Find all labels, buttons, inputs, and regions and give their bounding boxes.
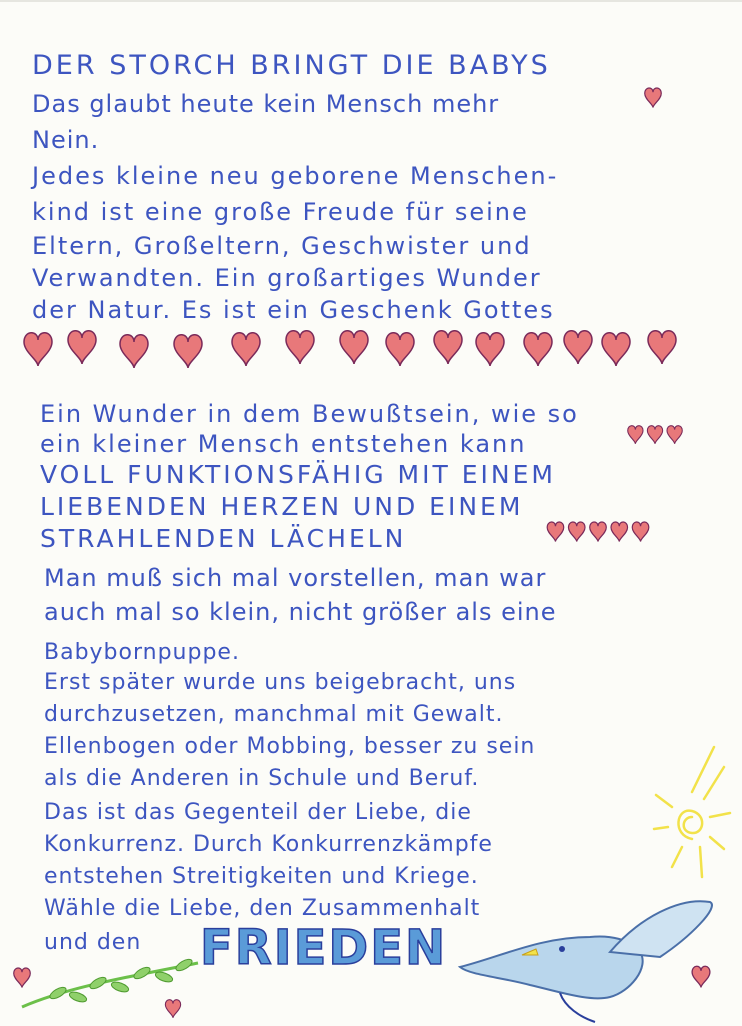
- text-line: durchzusetzen, manchmal mit Gewalt.: [44, 702, 504, 727]
- text-line: Das glaubt heute kein Mensch mehr: [32, 90, 500, 118]
- heart-group: [620, 422, 690, 446]
- sun-icon: [652, 737, 732, 887]
- heart-icon: [590, 522, 607, 542]
- heart-icon: [340, 331, 368, 364]
- text-line: Wähle die Liebe, den Zusammenhalt: [44, 896, 481, 921]
- heart-icon: [24, 333, 52, 366]
- text-line: der Natur. Es ist ein Geschenk Gottes: [32, 296, 555, 324]
- heart-icon: [524, 333, 552, 366]
- heart-group: [528, 518, 668, 544]
- text-line: Man muß sich mal vorstellen, man war: [44, 564, 547, 592]
- frieden-word: FRIEDEN: [200, 920, 448, 976]
- text-line: kind ist eine große Freude für seine: [32, 198, 529, 226]
- heart-icon: [174, 335, 202, 368]
- heart-icon: [648, 331, 676, 364]
- text-line: Ein Wunder in dem Bewußtsein, wie so: [40, 400, 579, 428]
- text-line: Das ist das Gegenteil der Liebe, die: [44, 800, 472, 825]
- heart-icon: [386, 333, 414, 366]
- heart-icon: [68, 331, 96, 364]
- heart-icon: [286, 331, 314, 364]
- branch-icon: [18, 957, 208, 1017]
- text-line: Konkurrenz. Durch Konkurrenzkämpfe: [44, 832, 493, 857]
- text-line: Nein.: [32, 126, 100, 154]
- text-line: Babybornpuppe.: [44, 640, 240, 665]
- heart-icon: [232, 333, 260, 366]
- heart-icon: [602, 333, 630, 366]
- heart-row: [20, 324, 700, 384]
- text-line: VOLL FUNKTIONSFÄHIG MIT EINEM: [40, 460, 556, 489]
- text-line: Eltern, Großeltern, Geschwister und: [32, 232, 532, 260]
- heart-icon: [611, 522, 628, 542]
- heart-icon: [547, 522, 564, 542]
- text-line: LIEBENDEN HERZEN UND EINEM: [40, 492, 524, 521]
- text-line: und den: [44, 930, 142, 955]
- heart-icon: [628, 426, 643, 444]
- heart-icon: [647, 426, 662, 444]
- heart-icon: [476, 333, 504, 366]
- heart-icon: [434, 331, 462, 364]
- text-line: ein kleiner Mensch entstehen kann: [40, 430, 527, 458]
- text-line: auch mal so klein, nicht größer als eine: [44, 598, 557, 626]
- heart-icon: [568, 522, 585, 542]
- text-line: Erst später wurde uns beigebracht, uns: [44, 670, 517, 695]
- title-line: DER STORCH BRINGT DIE BABYS: [32, 50, 551, 81]
- text-line: Ellenbogen oder Mobbing, besser zu sein: [44, 734, 536, 759]
- heart-icon: [632, 522, 649, 542]
- heart-icon: [564, 331, 592, 364]
- text-line: entstehen Streitigkeiten und Kriege.: [44, 864, 479, 889]
- heart-icon: [667, 426, 682, 444]
- text-line: als die Anderen in Schule und Beruf.: [44, 766, 480, 791]
- heart-icon: [688, 962, 714, 990]
- text-line: Jedes kleine neu geborene Menschen-: [32, 162, 559, 190]
- heart-icon: [120, 335, 148, 368]
- heart-icon: [640, 84, 666, 110]
- text-line: Verwandten. Ein großartiges Wunder: [32, 264, 542, 292]
- text-line: STRAHLENDEN LÄCHELN: [40, 524, 407, 553]
